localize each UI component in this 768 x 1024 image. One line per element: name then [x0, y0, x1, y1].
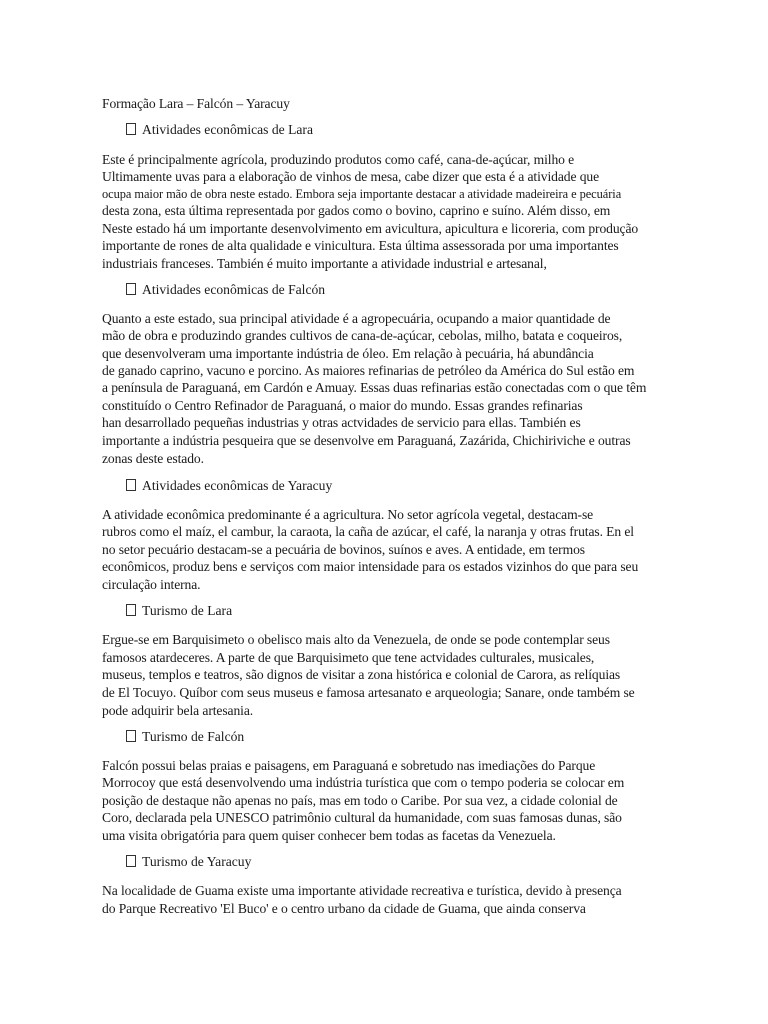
paragraph-line: Quanto a este estado, sua principal atividade é a agropecuária, ocupando a maior quantidade de — [102, 311, 611, 326]
paragraph-line: econômicos, produz bens e serviços com maior intensidade para os estados vizinhos do que para seu — [102, 559, 639, 574]
paragraph-line: importante de rones de alta qualidade e vinicultura. Esta última assessorada por uma importantes — [102, 238, 619, 253]
checkbox-bullet-icon — [126, 730, 136, 742]
paragraph-line: museus, templos e teatros, são dignos de visitar a zona histórica e colonial de Carora, as relíquias — [102, 667, 621, 682]
paragraph-line: mão de obra e produzindo grandes cultivos de cana-de-açúcar, cebolas, milho, batata e coqueiros, — [102, 328, 623, 343]
paragraph-line: desta zona, esta última representada por gados como o bovino, caprino e suíno. Além disso, em — [102, 203, 611, 218]
paragraph-line: do Parque Recreativo 'El Buco' e o centro urbano da cidade de Guama, que ainda conserva — [102, 901, 586, 916]
checkbox-bullet-icon — [126, 604, 136, 616]
paragraph-line: Coro, declarada pela UNESCO patrimônio cultural da humanidade, com suas famosas dunas, são — [102, 810, 622, 825]
paragraph-line: que desenvolveram uma importante indústria de óleo. Em relação à pecuária, há abundância — [102, 346, 594, 361]
paragraph-line: circulação interna. — [102, 577, 201, 592]
paragraph-line: Ultimamente uvas para a elaboração de vinhos de mesa, cabe dizer que esta é a atividade que — [102, 169, 600, 184]
paragraph-line: pode adquirir bela artesania. — [102, 703, 254, 718]
checkbox-bullet-icon — [126, 855, 136, 867]
paragraph-line: de El Tocuyo. Quíbor com seus museus e famosa artesanato e arqueologia; Sanare, onde também se — [102, 685, 635, 700]
section-heading-falcon-tourism: Turismo de Falcón — [126, 729, 244, 745]
section-heading-lara-economy: Atividades econômicas de Lara — [126, 122, 313, 138]
paragraph-line: no setor pecuário destacam-se a pecuária de bovinos, suínos e aves. A entidade, em termos — [102, 542, 585, 557]
paragraph-line: Morrocoy que está desenvolvendo uma indústria turística que com o tempo poderia se colocar em — [102, 775, 625, 790]
paragraph-line: Falcón possui belas praias e paisagens, em Paraguaná e sobretudo nas imediações do Parque — [102, 758, 596, 773]
paragraph-line: rubros como el maíz, el cambur, la caraota, la caña de azúcar, el café, la naranja y otras frutas. En el — [102, 524, 634, 539]
paragraph-line: famosos atardeceres. A parte de que Barquisimeto que tene actvidades culturales, musicales, — [102, 650, 595, 665]
checkbox-bullet-icon — [126, 123, 136, 135]
paragraph-line: constituído o Centro Refinador de Paraguaná, o maior do mundo. Essas grandes refinarias — [102, 398, 583, 413]
paragraph-line: uma visita obrigatória para quem quiser conhecer bem todas as facetas da Venezuela. — [102, 828, 556, 843]
checkbox-bullet-icon — [126, 479, 136, 491]
paragraph-line: Ergue-se em Barquisimeto o obelisco mais alto da Venezuela, de onde se pode contemplar seus — [102, 632, 610, 647]
document-title: Formação Lara – Falcón – Yaracuy — [102, 96, 290, 111]
section-heading-yaracuy-economy: Atividades econômicas de Yaracuy — [126, 478, 332, 494]
paragraph-line: a península de Paraguaná, em Cardón e Amuay. Essas duas refinarias estão conectadas com o que têm — [102, 380, 647, 395]
section-heading-yaracuy-tourism: Turismo de Yaracuy — [126, 854, 251, 870]
paragraph-line: posição de destaque não apenas no país, mas em todo o Caribe. Por sua vez, a cidade colonial de — [102, 793, 618, 808]
section-heading-lara-tourism: Turismo de Lara — [126, 603, 232, 619]
paragraph-line: Na localidade de Guama existe uma importante atividade recreativa e turística, devido à presença — [102, 883, 622, 898]
paragraph-line: ocupa maior mão de obra neste estado. Embora seja importante destacar a atividade madeireira e pecuária — [102, 187, 622, 201]
paragraph-line: zonas deste estado. — [102, 451, 204, 466]
paragraph-line: A atividade econômica predominante é a agricultura. No setor agrícola vegetal, destacam-se — [102, 507, 594, 522]
paragraph-line: de ganado caprino, vacuno e porcino. As maiores refinarias de petróleo da América do Sul estão em — [102, 363, 635, 378]
paragraph-line: industriais franceses. También é muito importante a atividade industrial e artesanal, — [102, 256, 547, 271]
paragraph-line: Este é principalmente agrícola, produzindo produtos como café, cana-de-açúcar, milho e — [102, 152, 575, 167]
checkbox-bullet-icon — [126, 283, 136, 295]
section-heading-falcon-economy: Atividades econômicas de Falcón — [126, 282, 325, 298]
paragraph-line: han desarrollado pequeñas industrias y otras actvidades de servicio para ellas. También es — [102, 415, 581, 430]
paragraph-line: Neste estado há um importante desenvolvimento em avicultura, apicultura e licoreria, com produção — [102, 221, 639, 236]
paragraph-line: importante a indústria pesqueira que se desenvolve em Paraguaná, Zazárida, Chichiriviche e outras — [102, 433, 631, 448]
